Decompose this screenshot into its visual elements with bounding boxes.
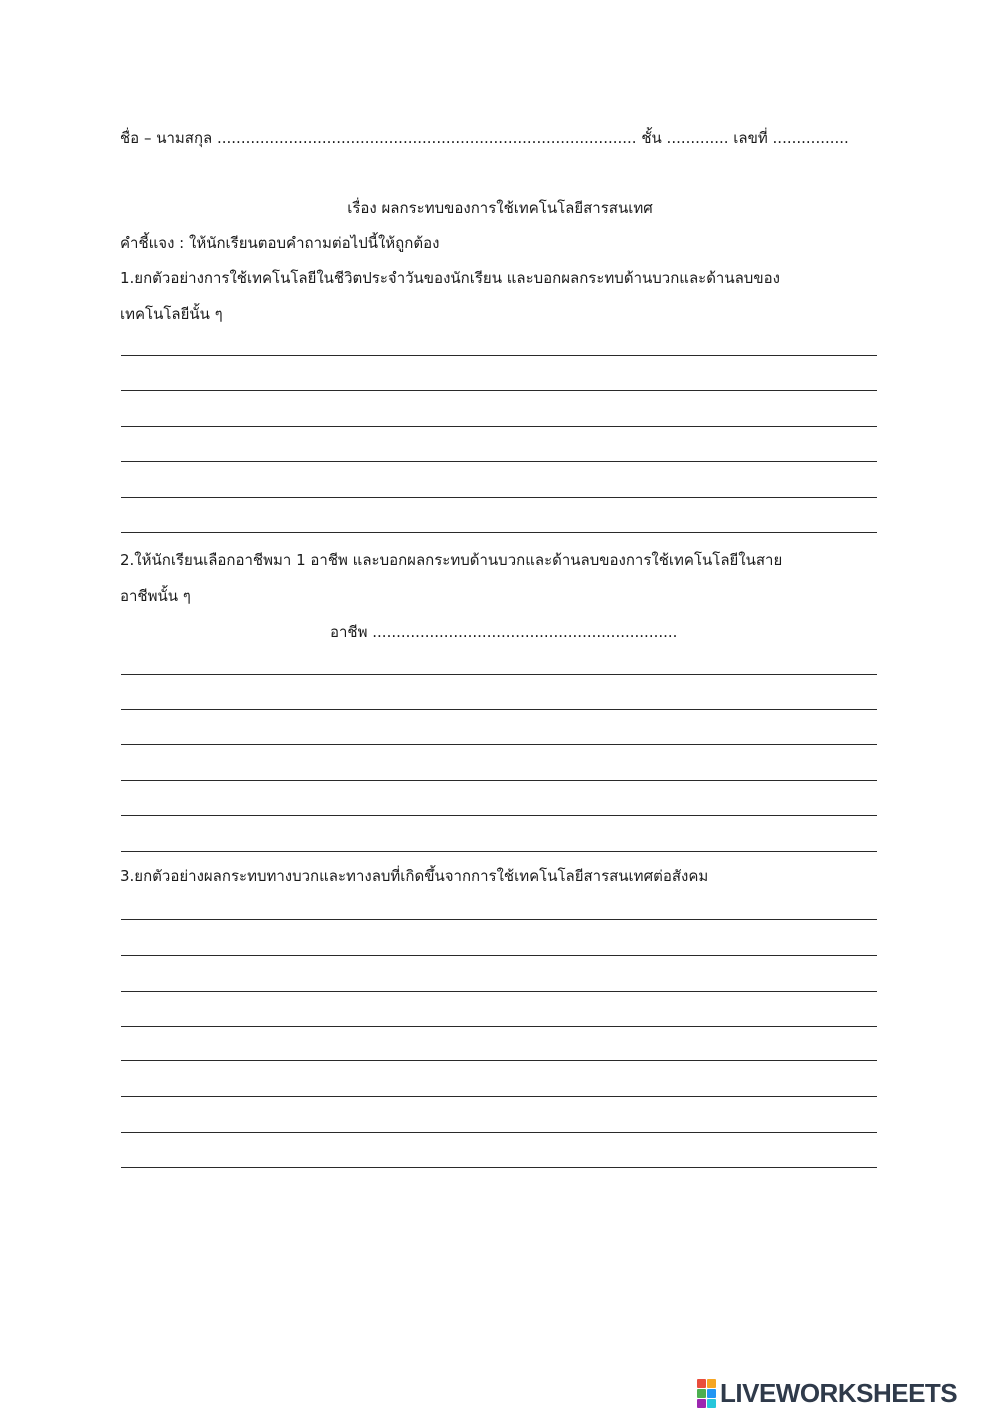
answer-line-q2[interactable] bbox=[121, 674, 877, 675]
logo-block bbox=[697, 1399, 706, 1408]
student-info-line[interactable]: ชื่อ – นามสกุล ........................................................................................ ชั้น ............. เลขที่ ................ bbox=[120, 129, 849, 147]
answer-line-q2[interactable] bbox=[121, 709, 877, 710]
answer-line-q1[interactable] bbox=[121, 532, 877, 533]
question-2-text: 2.ให้นักเรียนเลือกอาชีพมา 1 อาชีพ และบอกผลกระทบด้านบวกและด้านลบของการใช้เทคโนโลยีในสาย bbox=[120, 551, 783, 569]
logo-block bbox=[707, 1379, 716, 1388]
logo-block bbox=[707, 1389, 716, 1398]
answer-line-q1[interactable] bbox=[121, 461, 877, 462]
answer-line-q3[interactable] bbox=[121, 991, 877, 992]
answer-line-q3[interactable] bbox=[121, 1132, 877, 1133]
answer-line-q3[interactable] bbox=[121, 919, 877, 920]
question-1-text-continued: เทคโนโลยีนั้น ๆ bbox=[120, 305, 223, 323]
logo-block bbox=[707, 1399, 716, 1408]
answer-line-q2[interactable] bbox=[121, 815, 877, 816]
liveworksheets-logo bbox=[697, 1378, 957, 1408]
worksheet-title: เรื่อง ผลกระทบของการใช้เทคโนโลยีสารสนเทศ bbox=[347, 199, 653, 217]
logo-block bbox=[697, 1379, 706, 1388]
answer-line-q2[interactable] bbox=[121, 851, 877, 852]
answer-line-q1[interactable] bbox=[121, 355, 877, 356]
logo-block bbox=[697, 1389, 706, 1398]
answer-line-q3[interactable] bbox=[121, 1060, 877, 1061]
answer-line-q3[interactable] bbox=[121, 1096, 877, 1097]
answer-line-q3[interactable] bbox=[121, 1026, 877, 1027]
logo-blocks-icon bbox=[697, 1379, 716, 1408]
answer-line-q1[interactable] bbox=[121, 390, 877, 391]
answer-line-q1[interactable] bbox=[121, 497, 877, 498]
answer-line-q1[interactable] bbox=[121, 426, 877, 427]
answer-line-q3[interactable] bbox=[121, 1167, 877, 1168]
instructions: คำชี้แจง : ให้นักเรียนตอบคำถามต่อไปนี้ให้ถูกต้อง bbox=[120, 234, 440, 252]
answer-line-q3[interactable] bbox=[121, 955, 877, 956]
question-1-text: 1.ยกตัวอย่างการใช้เทคโนโลยีในชีวิตประจำวันของนักเรียน และบอกผลกระทบด้านบวกและด้านลบของ bbox=[120, 269, 780, 287]
question-2-text-continued: อาชีพนั้น ๆ bbox=[120, 587, 191, 605]
question-3-text: 3.ยกตัวอย่างผลกระทบทางบวกและทางลบที่เกิดขึ้นจากการใช้เทคโนโลยีสารสนเทศต่อสังคม bbox=[120, 867, 709, 885]
occupation-field[interactable]: อาชีพ ................................................................ bbox=[330, 623, 678, 641]
logo-text: LIVEWORKSHEETS bbox=[720, 1377, 958, 1408]
answer-line-q2[interactable] bbox=[121, 780, 877, 781]
answer-line-q2[interactable] bbox=[121, 744, 877, 745]
